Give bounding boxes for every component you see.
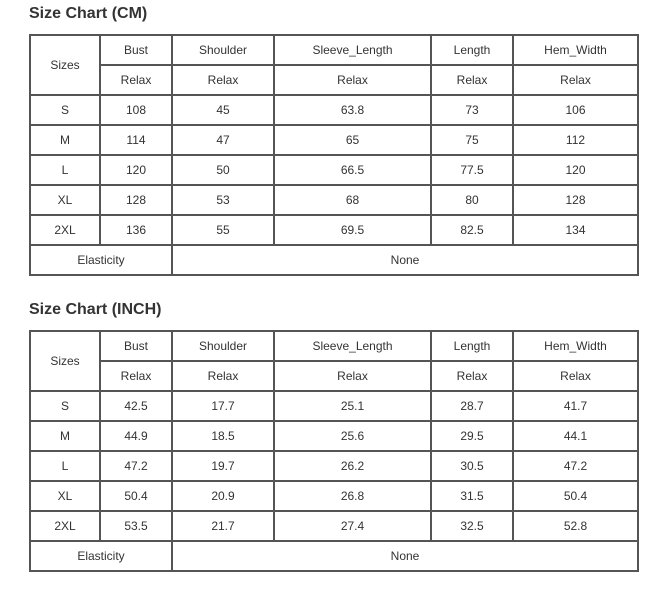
elasticity-value: None: [172, 541, 638, 571]
table-row: [30, 95, 638, 125]
table-cell: 41.7: [513, 391, 638, 421]
table-cell: 52.8: [513, 511, 638, 541]
table-cell: 53.5: [100, 511, 172, 541]
table-cell: 50.4: [100, 481, 172, 511]
table-cell: 44.1: [513, 421, 638, 451]
table-cell: 66.5: [274, 155, 431, 185]
size-label-cell: L: [30, 155, 100, 185]
subheader-cell: Relax: [172, 361, 274, 391]
subheader-cell: Relax: [100, 361, 172, 391]
table-cell: 120: [100, 155, 172, 185]
table-cell: 26.8: [274, 481, 431, 511]
table-row: [30, 155, 638, 185]
table-row: [30, 215, 638, 245]
table-cell: 20.9: [172, 481, 274, 511]
table-cell: 50: [172, 155, 274, 185]
table-cell: 47: [172, 125, 274, 155]
subheader-cell: Relax: [100, 65, 172, 95]
table-cell: 21.7: [172, 511, 274, 541]
table-cell: 65: [274, 125, 431, 155]
table-cell: 106: [513, 95, 638, 125]
table-cell: 29.5: [431, 421, 513, 451]
table-cell: 50.4: [513, 481, 638, 511]
table-cell: 25.6: [274, 421, 431, 451]
table-cell: 55: [172, 215, 274, 245]
subheader-cell: Relax: [513, 65, 638, 95]
size-label-cell: L: [30, 451, 100, 481]
size-chart-inch-table: [29, 330, 639, 572]
table-cell: 68: [274, 185, 431, 215]
column-header-shoulder: Shoulder: [172, 331, 274, 361]
table-subheader-row: [30, 361, 638, 391]
elasticity-label: Elasticity: [30, 245, 172, 275]
table-row: [30, 421, 638, 451]
table-cell: 114: [100, 125, 172, 155]
table-cell: 128: [513, 185, 638, 215]
subheader-cell: Relax: [274, 361, 431, 391]
table-cell: 18.5: [172, 421, 274, 451]
size-label-cell: XL: [30, 185, 100, 215]
table-cell: 136: [100, 215, 172, 245]
table-cell: 77.5: [431, 155, 513, 185]
table-cell: 31.5: [431, 481, 513, 511]
size-chart-inch-title: Size Chart (INCH): [29, 301, 162, 318]
size-label-cell: 2XL: [30, 215, 100, 245]
size-chart-cm-table: [29, 34, 639, 276]
column-header-sleeve-length: Sleeve_Length: [274, 35, 431, 65]
table-cell: 45: [172, 95, 274, 125]
sizes-header-cell: Sizes: [30, 331, 100, 391]
subheader-cell: Relax: [172, 65, 274, 95]
table-cell: 44.9: [100, 421, 172, 451]
subheader-cell: Relax: [431, 361, 513, 391]
sizes-header-cell: Sizes: [30, 35, 100, 95]
subheader-cell: Relax: [431, 65, 513, 95]
table-cell: 19.7: [172, 451, 274, 481]
size-label-cell: M: [30, 421, 100, 451]
column-header-length: Length: [431, 35, 513, 65]
table-header-row: [30, 331, 638, 361]
table-cell: 47.2: [513, 451, 638, 481]
column-header-sleeve-length: Sleeve_Length: [274, 331, 431, 361]
elasticity-row: [30, 541, 638, 571]
table-cell: 73: [431, 95, 513, 125]
elasticity-row: [30, 245, 638, 275]
table-cell: 27.4: [274, 511, 431, 541]
column-header-length: Length: [431, 331, 513, 361]
table-row: [30, 185, 638, 215]
column-header-hem-width: Hem_Width: [513, 331, 638, 361]
table-cell: 17.7: [172, 391, 274, 421]
table-cell: 120: [513, 155, 638, 185]
table-cell: 28.7: [431, 391, 513, 421]
table-cell: 108: [100, 95, 172, 125]
size-label-cell: XL: [30, 481, 100, 511]
subheader-cell: Relax: [274, 65, 431, 95]
table-cell: 69.5: [274, 215, 431, 245]
table-cell: 26.2: [274, 451, 431, 481]
size-label-cell: M: [30, 125, 100, 155]
table-row: [30, 451, 638, 481]
table-cell: 42.5: [100, 391, 172, 421]
table-subheader-row: [30, 65, 638, 95]
table-cell: 134: [513, 215, 638, 245]
table-cell: 82.5: [431, 215, 513, 245]
table-row: [30, 481, 638, 511]
column-header-shoulder: Shoulder: [172, 35, 274, 65]
table-row: [30, 125, 638, 155]
size-chart-cm-title: Size Chart (CM): [29, 5, 148, 22]
table-cell: 128: [100, 185, 172, 215]
size-label-cell: S: [30, 391, 100, 421]
size-label-cell: 2XL: [30, 511, 100, 541]
size-label-cell: S: [30, 95, 100, 125]
subheader-cell: Relax: [513, 361, 638, 391]
table-cell: 63.8: [274, 95, 431, 125]
table-cell: 112: [513, 125, 638, 155]
table-cell: 75: [431, 125, 513, 155]
column-header-bust: Bust: [100, 35, 172, 65]
elasticity-label: Elasticity: [30, 541, 172, 571]
table-cell: 80: [431, 185, 513, 215]
elasticity-value: None: [172, 245, 638, 275]
table-row: [30, 511, 638, 541]
table-row: [30, 391, 638, 421]
column-header-bust: Bust: [100, 331, 172, 361]
table-cell: 25.1: [274, 391, 431, 421]
table-cell: 30.5: [431, 451, 513, 481]
table-cell: 53: [172, 185, 274, 215]
column-header-hem-width: Hem_Width: [513, 35, 638, 65]
table-header-row: [30, 35, 638, 65]
table-cell: 47.2: [100, 451, 172, 481]
table-cell: 32.5: [431, 511, 513, 541]
